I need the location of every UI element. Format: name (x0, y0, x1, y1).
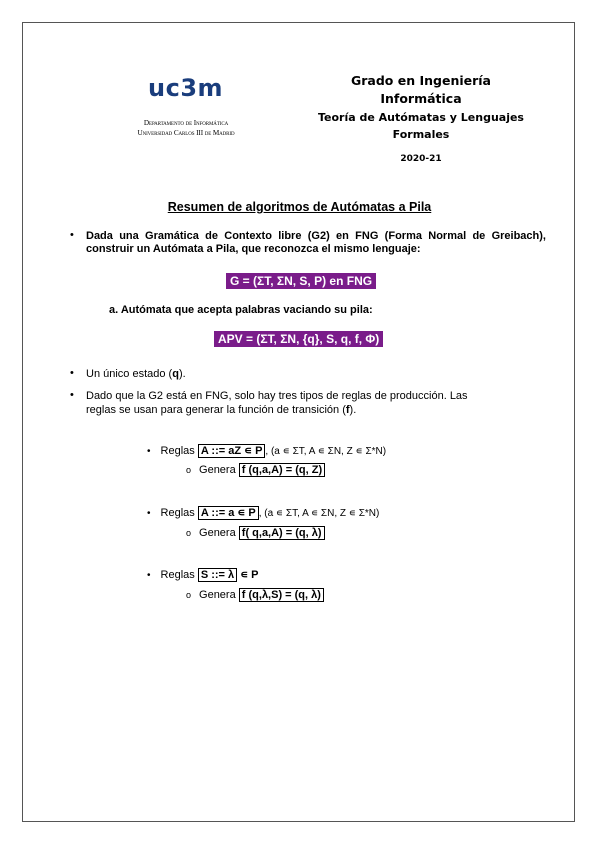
department-label (110, 118, 262, 138)
circle-bullet: o (186, 590, 192, 600)
generates-item (186, 464, 325, 476)
course-line-1: Teoría de Autómatas y Lenguajes (318, 111, 524, 124)
state-symbol: q (172, 368, 179, 380)
page-title: Resumen de algoritmos de Autómatas a Pila (167, 200, 432, 214)
rule-label: Reglas (160, 569, 195, 581)
bullet-dot: • (70, 389, 74, 401)
transition-box: f (q,a,A) = (q, Z) (239, 463, 325, 477)
dept-line-2: Universidad Carlos III de Madrid (137, 129, 235, 137)
bullet-single-state (86, 367, 546, 381)
rules-line-2-pre: reglas se usan para generar la función de transición ( (86, 404, 346, 416)
uc3m-logo: uc3m (148, 74, 224, 102)
rule-condition: , (a ∊ ΣT, A ∊ ΣN, Z ∊ Σ*N) (258, 508, 380, 519)
rule-condition: ∊ P (237, 569, 259, 581)
transition-box: f( q,a,A) = (q, λ) (239, 526, 325, 540)
generates-item (186, 527, 325, 539)
degree-line-2: Informática (380, 91, 462, 106)
bullet-dot: • (70, 229, 74, 241)
generates-label: Genera (199, 464, 236, 476)
formula-g: G = (ΣT, ΣN, S, P) en FNG (226, 273, 376, 289)
intro-paragraph: Dada una Gramática de Contexto libre (G2) en FNG (Forma Normal de Greibach), construir un Autómata a Pila, que reconozca el mismo lenguaje: (86, 230, 546, 255)
bullet-dot: • (70, 367, 74, 379)
bullet-dot: • (147, 570, 151, 581)
transition-symbol: f (345, 404, 350, 416)
course-line-2: Formales (392, 128, 450, 141)
rule-box: A ::= aZ ∊ P (198, 444, 266, 458)
rule-item (147, 568, 259, 581)
subsection-a: a. Autómata que acepta palabras vaciando su pila: (109, 304, 373, 316)
formula-apv: APV = (ΣT, ΣN, {q}, S, q, f, Φ) (214, 331, 383, 347)
rules-line-2 (86, 403, 546, 417)
rule-box: A ::= a ∊ P (198, 506, 259, 520)
bullet-rules-description (86, 389, 546, 417)
rule-label: Reglas (160, 507, 195, 519)
circle-bullet: o (186, 465, 192, 475)
transition-box: f (q,λ,S) = (q, λ) (239, 588, 324, 602)
generates-label: Genera (199, 527, 236, 539)
course-header (306, 72, 536, 164)
academic-year: 2020-21 (400, 154, 442, 164)
rule-box: S ::= λ (198, 568, 237, 582)
rule-condition: , (a ∊ ΣT, A ∊ ΣN, Z ∊ Σ*N) (265, 446, 387, 457)
state-text-post: ). (178, 368, 186, 380)
rule-item (147, 444, 386, 457)
bullet-dot: • (147, 446, 151, 457)
rules-line-1: Dado que la G2 está en FNG, solo hay tres tipos de reglas de producción. Las (86, 390, 468, 402)
degree-line-1: Grado en Ingeniería (351, 73, 491, 88)
state-text-pre: Un único estado ( (86, 368, 173, 380)
generates-label: Genera (199, 589, 236, 601)
dept-line-1: Departamento de Informática (143, 119, 229, 127)
circle-bullet: o (186, 528, 192, 538)
rule-item (147, 506, 379, 519)
rules-line-2-post: ). (349, 404, 357, 416)
rule-label: Reglas (160, 445, 195, 457)
generates-item (186, 589, 324, 601)
bullet-dot: • (147, 508, 151, 519)
